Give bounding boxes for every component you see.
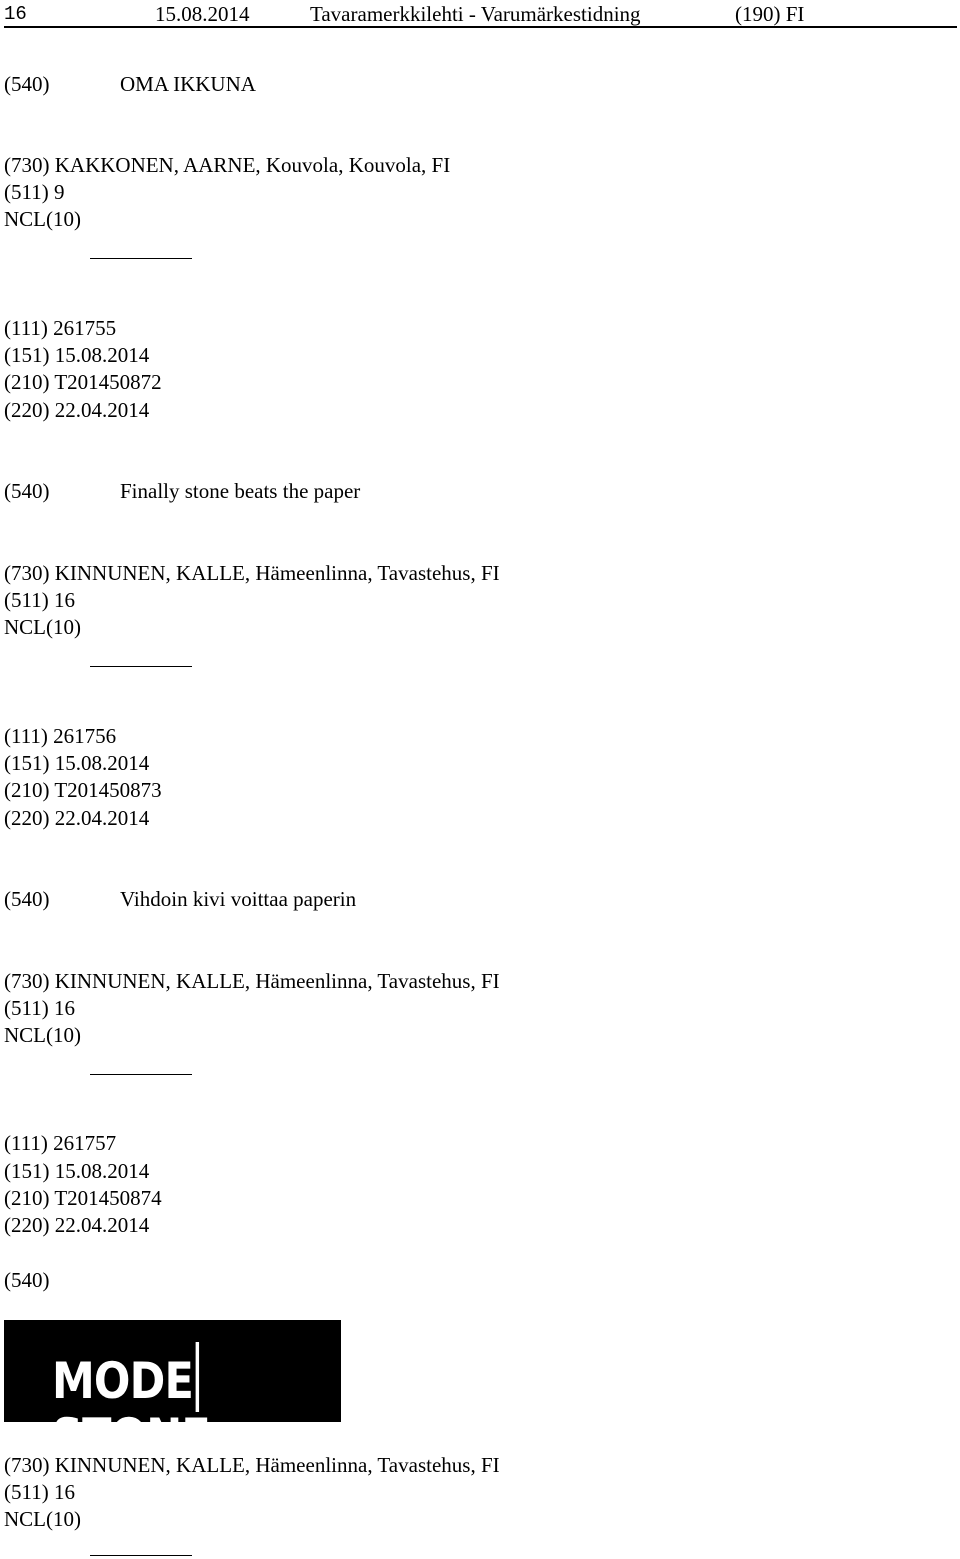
mark-text: OMA IKKUNA: [120, 72, 256, 96]
header-country-code: (190) FI: [735, 2, 805, 26]
registration-number: (111) 261756: [4, 724, 117, 748]
mark-code: (540): [4, 72, 50, 96]
registration-number: (111) 261757: [4, 1131, 117, 1155]
mark-text: Vihdoin kivi voittaa paperin: [120, 887, 357, 911]
holder: (730) KAKKONEN, AARNE, Kouvola, Kouvola, FI: [4, 153, 451, 177]
application-date: (220) 22.04.2014: [4, 398, 150, 422]
logo-right-word: STONE: [52, 1408, 210, 1466]
holder: (730) KINNUNEN, KALLE, Hämeenlinna, Tavastehus, FI: [4, 1453, 500, 1477]
application-number: (210) T201450874: [4, 1186, 162, 1210]
entry-separator: [90, 666, 192, 667]
application-number: (210) T201450873: [4, 778, 162, 802]
trademark-logo: [4, 1320, 341, 1466]
registration-date: (151) 15.08.2014: [4, 343, 150, 367]
ncl: NCL(10): [4, 207, 81, 231]
application-date: (220) 22.04.2014: [4, 806, 150, 830]
entry-separator: [90, 258, 192, 259]
registration-date: (151) 15.08.2014: [4, 751, 150, 775]
registration-date: (151) 15.08.2014: [4, 1159, 150, 1183]
header-date: 15.08.2014: [155, 2, 250, 26]
mark-code: (540): [4, 479, 50, 503]
logo-divider: [196, 1342, 199, 1412]
holder: (730) KINNUNEN, KALLE, Hämeenlinna, Tavastehus, FI: [4, 561, 500, 585]
registration-number: (111) 261755: [4, 316, 117, 340]
ncl: NCL(10): [4, 1507, 81, 1531]
ncl: NCL(10): [4, 615, 81, 639]
classes: (511) 16: [4, 588, 75, 612]
application-date: (220) 22.04.2014: [4, 1213, 150, 1237]
classes: (511) 9: [4, 180, 65, 204]
application-number: (210) T201450872: [4, 370, 162, 394]
mark-text: Finally stone beats the paper: [120, 479, 361, 503]
classes: (511) 16: [4, 1480, 75, 1504]
mark-code: (540): [4, 1268, 50, 1292]
entry-separator: [90, 1555, 192, 1556]
publication-title: Tavaramerkkilehti - Varumärkestidning: [310, 2, 641, 26]
entry-separator: [90, 1074, 192, 1075]
classes: (511) 16: [4, 996, 75, 1020]
ncl: NCL(10): [4, 1023, 81, 1047]
page-number: 16: [4, 3, 27, 25]
logo-wordmark: [52, 1342, 301, 1466]
logo-left-word: MODE: [52, 1352, 193, 1410]
mark-code: (540): [4, 887, 50, 911]
header-rule: [4, 26, 957, 28]
holder: (730) KINNUNEN, KALLE, Hämeenlinna, Tavastehus, FI: [4, 969, 500, 993]
